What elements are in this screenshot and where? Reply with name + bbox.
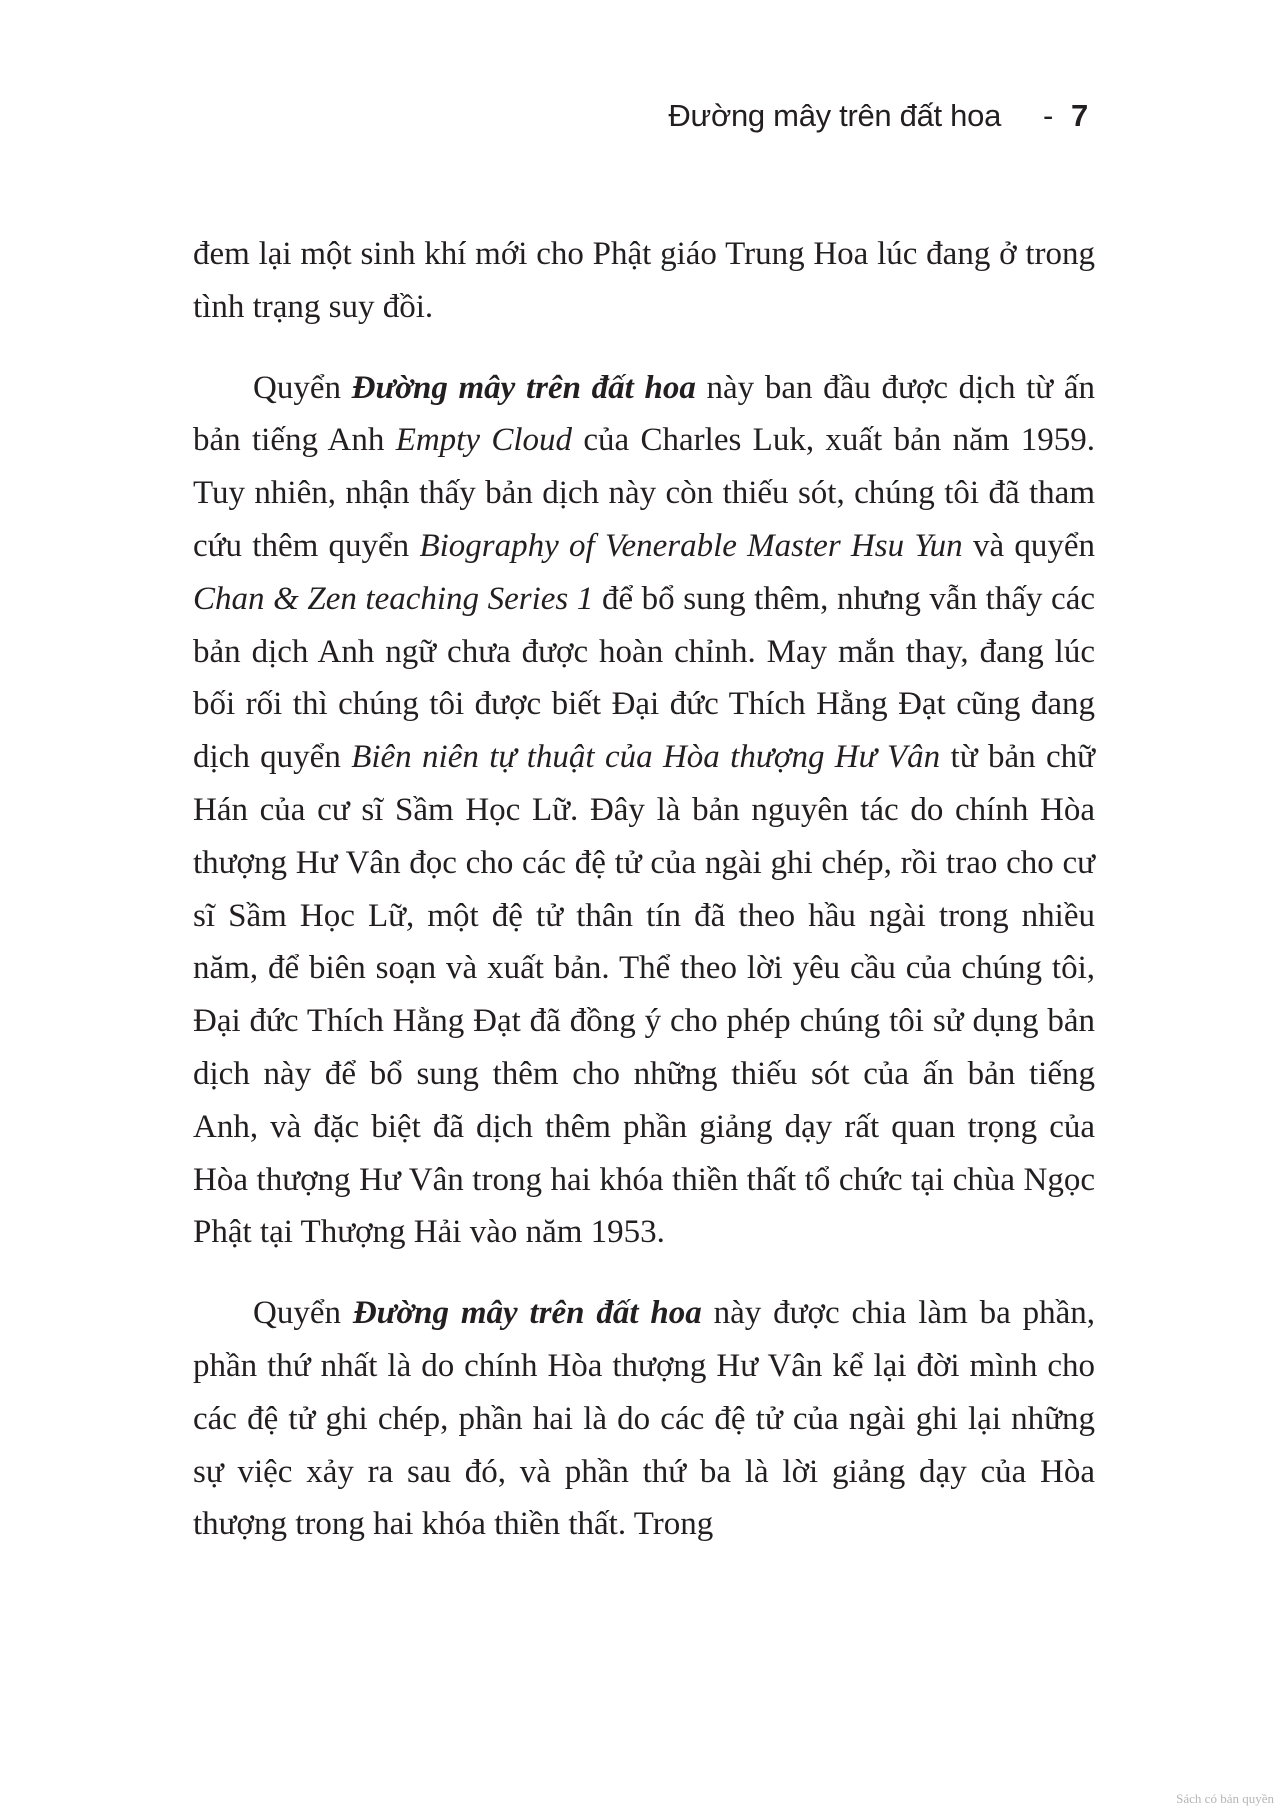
p2-italic-bien-nien: Biên niên tự thuật của Hòa thượng Hư Vân [351,739,941,776]
page-number: 7 [1071,98,1088,133]
p2-book-title: Đường mây trên đất hoa [351,369,696,406]
copyright-note: Sách có bản quyền [1176,1791,1274,1806]
p2-italic-chan-zen: Chan & Zen teaching Series 1 [193,580,594,617]
paragraph-2 [193,362,1095,1260]
header-dash: - [1043,98,1054,133]
p2-text-4: và quyển [962,527,1096,564]
p2-text-6: từ bản chữ Hán của cư sĩ Sầm Học Lữ. Đây là bản nguyên tác do chính Hòa thượng Hư Vân đọc cho các đệ tử của ngài ghi chép, rồi trao cho cư sĩ Sầm Học Lữ, một đệ tử thân tín đã theo hầu ngài trong nhiều năm, để biên soạn và xuất bản. Thể theo lời yêu cầu của chúng tôi, Đại đức Thích Hằng Đạt đã đồng ý cho phép chúng tôi sử dụng bản dịch này để bổ sung thêm cho những thiếu sót của ấn bản tiếng Anh, và đặc biệt đã dịch thêm phần giảng dạy rất quan trọng của Hòa thượng Hư Vân trong hai khóa thiền thất tổ chức tại chùa Ngọc Phật tại Thượng Hải vào năm 1953. [193,739,1096,1251]
paragraph-1 [193,228,1095,334]
p2-italic-empty-cloud: Empty Cloud [395,422,573,459]
running-header [668,98,1088,134]
p2-italic-biography: Biography of Venerable Master Hsu Yun [419,527,963,564]
p3-text-1: Quyển [253,1295,353,1332]
p3-book-title: Đường mây trên đất hoa [352,1295,702,1332]
p2-text-1: Quyển [253,369,352,406]
paragraph-3 [193,1287,1095,1551]
body-text [193,228,1095,1551]
p3-text-2: này được chia làm ba phần, phần thứ nhất là do chính Hòa thượng Hư Vân kể lại đời mình cho các đệ tử ghi chép, phần hai là do các đệ tử của ngài ghi lại những sự việc xảy ra sau đó, và phần thứ ba là lời giảng dạy của Hòa thượng trong hai khóa thiền thất. Trong [193,1295,1095,1543]
running-title: Đường mây trên đất hoa [668,98,1002,133]
paragraph-1-text: đem lại một sinh khí mới cho Phật giáo Trung Hoa lúc đang ở trong tình trạng suy đồi. [193,236,1095,325]
p2-text-3: của Charles Luk, xuất bản năm 1959. Tuy nhiên, nhận thấy bản dịch này còn thiếu sót, chúng tôi đã tham cứu thêm quyển [193,422,1095,564]
p2-text-5: để bổ sung thêm, nhưng vẫn thấy các bản dịch Anh ngữ chưa được hoàn chỉnh. May mắn thay, đang lúc bối rối thì chúng tôi được biết Đại đức Thích Hằng Đạt cũng đang dịch quyển [193,580,1095,776]
p2-text-2: này ban đầu được dịch từ ấn bản tiếng Anh [193,369,1095,459]
